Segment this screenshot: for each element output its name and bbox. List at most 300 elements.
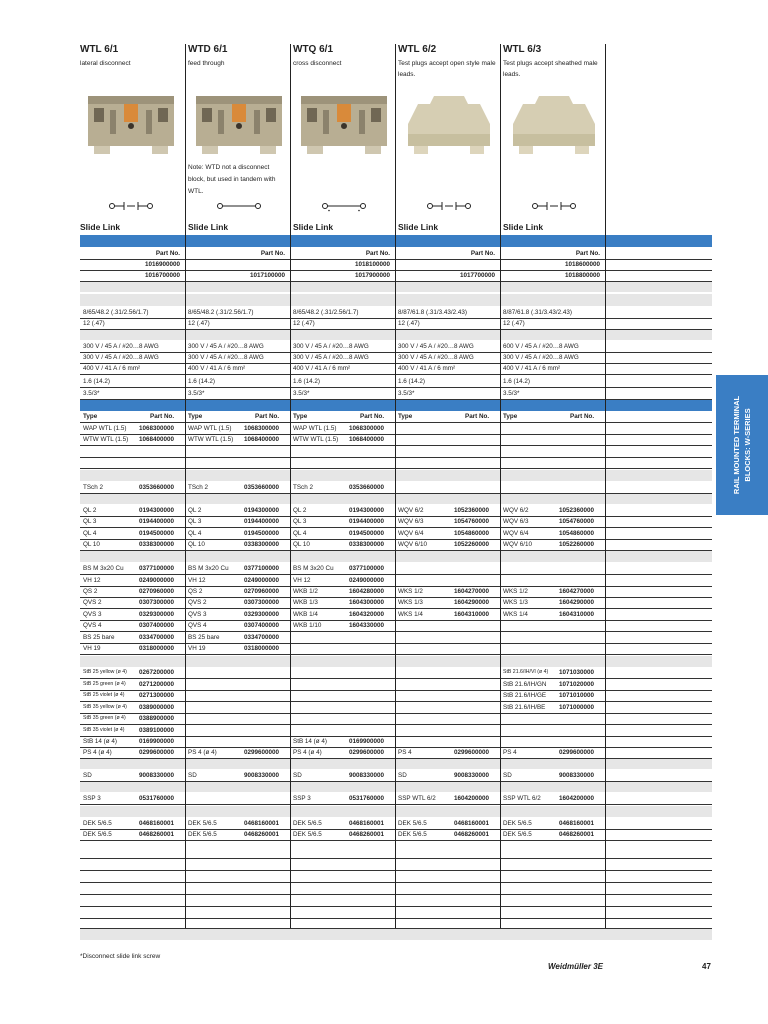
table-cell: 8/65/48.2 (.31/2.56/1.7) xyxy=(83,309,149,316)
slide-link-label: Slide Link xyxy=(188,222,229,232)
column-partno-header: Part No. xyxy=(570,413,595,420)
accessory-part-number: 1071020000 xyxy=(559,681,595,688)
table-cell: 1017100000 xyxy=(249,272,285,279)
accessory-type: TSch 2 xyxy=(293,484,313,491)
accessory-part-number: 0270960000 xyxy=(139,588,175,595)
column-header xyxy=(398,44,500,234)
accessory-part-number: 0169900000 xyxy=(349,738,385,745)
table-cell: 8/65/48.2 (.31/2.56/1.7) xyxy=(188,309,254,316)
table-cell: Part No. xyxy=(575,250,600,257)
table-row xyxy=(80,482,712,494)
terminal-block-image xyxy=(402,90,496,158)
accessory-part-number: 0194300000 xyxy=(244,507,280,514)
accessory-type: WQV 6/3 xyxy=(398,518,424,525)
accessory-type: QVS 2 xyxy=(83,599,102,606)
slide-link-symbol-icon xyxy=(426,200,472,212)
table-row xyxy=(80,829,712,841)
accessory-type: QVS 2 xyxy=(188,599,207,606)
terminal-block-image xyxy=(297,90,391,158)
accessory-type: VH 12 xyxy=(83,577,101,584)
product-description: Test plugs accept open style male leads. xyxy=(398,60,496,78)
accessory-type: QL 3 xyxy=(83,518,97,525)
table-row xyxy=(80,847,712,859)
terminal-block-image xyxy=(84,90,178,158)
accessory-part-number: 0353660000 xyxy=(244,484,280,491)
accessory-type: StB 25 green (ø 4) xyxy=(83,681,126,687)
slide-link-label: Slide Link xyxy=(398,222,439,232)
table-cell: Part No. xyxy=(365,250,390,257)
accessory-type: StB 35 violet (ø 4) xyxy=(83,727,125,733)
table-row xyxy=(80,318,712,330)
accessory-type: StB 25 yellow (ø 4) xyxy=(83,669,127,675)
accessory-part-number: 0249000000 xyxy=(244,577,280,584)
table-row xyxy=(80,883,712,895)
table-cell: 1016700000 xyxy=(144,272,180,279)
table-cell: 600 V / 45 A / #20…8 AWG xyxy=(503,343,579,350)
table-row xyxy=(80,770,712,782)
accessory-type: DEK 5/6.5 xyxy=(503,831,532,838)
accessory-part-number: 1071010000 xyxy=(559,692,595,699)
accessory-part-number: 9008330000 xyxy=(244,772,280,779)
accessory-type: PS 4 xyxy=(503,749,517,756)
accessory-type: SD xyxy=(503,772,512,779)
accessory-type: TSch 2 xyxy=(83,484,103,491)
table-cell: 3.5/3* xyxy=(83,390,100,397)
accessory-type: WQV 6/3 xyxy=(503,518,529,525)
table-cell: Part No. xyxy=(470,250,495,257)
product-name: WTL 6/1 xyxy=(80,44,119,55)
accessory-type: QL 10 xyxy=(293,541,310,548)
table-row xyxy=(80,859,712,871)
accessory-part-number: 0194400000 xyxy=(244,518,280,525)
accessory-part-number: 0468260001 xyxy=(139,831,175,838)
accessory-type: WKS 1/3 xyxy=(503,599,528,606)
accessory-part-number: 0389000000 xyxy=(139,704,175,711)
column-divider xyxy=(290,44,291,928)
accessory-type: QVS 3 xyxy=(83,611,102,618)
table-cell: 8/65/48.2 (.31/2.56/1.7) xyxy=(293,309,359,316)
accessory-part-number: 0468260001 xyxy=(454,831,490,838)
accessory-type: DEK 5/6.5 xyxy=(83,820,112,827)
table-cell: 12 (.47) xyxy=(503,320,525,327)
accessory-part-number: 1054860000 xyxy=(559,530,595,537)
product-description: feed through xyxy=(188,60,225,67)
accessory-type: VH 12 xyxy=(293,577,311,584)
table-row xyxy=(80,457,712,469)
product-description: lateral disconnect xyxy=(80,60,131,67)
table-cell: 1018800000 xyxy=(564,272,600,279)
accessory-type: WKS 1/4 xyxy=(503,611,528,618)
product-description: Test plugs accept sheathed male leads. xyxy=(503,60,598,78)
column-divider xyxy=(395,44,396,928)
accessory-part-number: 0194300000 xyxy=(139,507,175,514)
accessory-type: VH 12 xyxy=(188,577,206,584)
grey-band xyxy=(80,494,712,504)
accessory-type: WQV 6/4 xyxy=(398,530,424,537)
table-cell: 400 V / 41 A / 6 mm² xyxy=(503,365,561,372)
table-cell: 300 V / 45 A / #20…8 AWG xyxy=(293,343,369,350)
accessory-part-number: 0194500000 xyxy=(139,530,175,537)
accessory-type: WKS 1/2 xyxy=(398,588,423,595)
accessory-part-number: 0468260001 xyxy=(244,831,280,838)
accessory-part-number: 1068300000 xyxy=(244,425,280,432)
accessory-part-number: 0299600000 xyxy=(244,749,280,756)
table-cell: 12 (.47) xyxy=(293,320,315,327)
accessory-type: BS M 3x20 Cu xyxy=(83,565,124,572)
accessory-type: QL 4 xyxy=(293,530,307,537)
product-description: cross disconnect xyxy=(293,60,342,67)
table-cell: 1.6 (14.2) xyxy=(398,378,425,385)
table-cell: 3.5/3* xyxy=(293,390,310,397)
column-divider xyxy=(185,44,186,928)
accessory-type: QL 3 xyxy=(293,518,307,525)
brand-logo: Weidmüller 3E xyxy=(548,962,603,971)
table-row xyxy=(80,690,712,702)
accessory-type: QL 2 xyxy=(188,507,202,514)
accessory-part-number: 1068300000 xyxy=(139,425,175,432)
accessory-type: WQV 6/10 xyxy=(398,541,428,548)
accessory-type: StB 25 violet (ø 4) xyxy=(83,692,125,698)
table-cell: 300 V / 45 A / #20…8 AWG xyxy=(188,343,264,350)
grey-band xyxy=(80,928,712,940)
accessory-part-number: 0468160001 xyxy=(244,820,280,827)
table-cell: 3.5/3* xyxy=(188,390,205,397)
table-cell: 1016900000 xyxy=(144,261,180,268)
accessory-part-number: 1604270000 xyxy=(559,588,595,595)
accessory-part-number: 0307400000 xyxy=(139,622,175,629)
accessory-type: QL 2 xyxy=(293,507,307,514)
accessory-part-number: 9008330000 xyxy=(349,772,385,779)
grey-band xyxy=(80,330,712,340)
terminal-block-image xyxy=(507,90,601,158)
accessory-type: QL 4 xyxy=(83,530,97,537)
side-tab-line-1: RAIL MOUNTED TERMINAL xyxy=(732,395,741,495)
blue-band-mid xyxy=(80,400,712,411)
accessory-type: StB 21.6/IH/GE xyxy=(503,692,547,699)
table-cell: 400 V / 41 A / 6 mm² xyxy=(83,365,141,372)
column-header xyxy=(80,44,182,234)
table-cell: 8/87/61.8 (.31/3.43/2.43) xyxy=(398,309,467,316)
slide-link-label: Slide Link xyxy=(503,222,544,232)
accessory-type: WAP WTL (1.5) xyxy=(83,425,127,432)
accessory-type: WTW WTL (1.5) xyxy=(293,436,339,443)
grey-band xyxy=(80,806,712,817)
accessory-part-number: 0329300000 xyxy=(244,611,280,618)
accessory-part-number: 0468160001 xyxy=(559,820,595,827)
accessory-part-number: 0307400000 xyxy=(244,622,280,629)
accessory-type: QL 3 xyxy=(188,518,202,525)
accessory-type: DEK 5/6.5 xyxy=(398,820,427,827)
accessory-type: WQV 6/10 xyxy=(503,541,533,548)
accessory-part-number: 0377100000 xyxy=(349,565,385,572)
accessory-type: StB 14 (ø 4) xyxy=(83,738,117,745)
column-partno-header: Part No. xyxy=(150,413,175,420)
accessory-part-number: 1071030000 xyxy=(559,669,595,676)
accessory-type: VH 19 xyxy=(188,645,206,652)
accessory-type: StB 35 yellow (ø 4) xyxy=(83,704,127,710)
accessory-part-number: 0468160001 xyxy=(454,820,490,827)
accessory-part-number: 0249000000 xyxy=(139,577,175,584)
table-row xyxy=(80,563,712,575)
accessory-type: QVS 4 xyxy=(188,622,207,629)
column-type-header: Type xyxy=(188,413,203,420)
table-cell: 1.6 (14.2) xyxy=(83,378,110,385)
column-header xyxy=(503,44,605,234)
table-row xyxy=(80,895,712,907)
accessory-part-number: 0194500000 xyxy=(349,530,385,537)
table-cell: 300 V / 45 A / #20…8 AWG xyxy=(398,354,474,361)
accessory-type: WKB 1/2 xyxy=(293,588,318,595)
accessory-part-number: 1604320000 xyxy=(349,611,385,618)
column-type-header: Type xyxy=(503,413,518,420)
accessory-part-number: 9008330000 xyxy=(139,772,175,779)
column-type-header: Type xyxy=(83,413,98,420)
accessory-part-number: 0299600000 xyxy=(349,749,385,756)
accessory-part-number: 1052360000 xyxy=(454,507,490,514)
table-cell: 400 V / 41 A / 6 mm² xyxy=(293,365,351,372)
accessory-part-number: 9008330000 xyxy=(559,772,595,779)
accessory-part-number: 1052260000 xyxy=(454,541,490,548)
accessory-type: QL 10 xyxy=(83,541,100,548)
table-cell: 1017700000 xyxy=(459,272,495,279)
slide-link-symbol-icon xyxy=(531,200,577,212)
footnote: *Disconnect slide link screw xyxy=(80,953,161,960)
accessory-type: WTW WTL (1.5) xyxy=(188,436,234,443)
accessory-part-number: 1052260000 xyxy=(559,541,595,548)
table-cell: 300 V / 45 A / #20…8 AWG xyxy=(83,343,159,350)
table-row xyxy=(80,411,712,423)
accessory-part-number: 0194400000 xyxy=(139,518,175,525)
accessory-type: StB 14 (ø 4) xyxy=(293,738,327,745)
accessory-type: WKS 1/3 xyxy=(398,599,423,606)
accessory-part-number: 0249000000 xyxy=(349,577,385,584)
accessory-part-number: 0389100000 xyxy=(139,727,175,734)
accessory-part-number: 0338300000 xyxy=(349,541,385,548)
accessory-part-number: 1054760000 xyxy=(454,518,490,525)
accessory-part-number: 1604310000 xyxy=(559,611,595,618)
accessory-type: SSP 3 xyxy=(83,795,101,802)
accessory-type: DEK 5/6.5 xyxy=(83,831,112,838)
accessory-type: DEK 5/6.5 xyxy=(188,831,217,838)
accessory-part-number: 1068400000 xyxy=(139,436,175,443)
table-cell: 300 V / 45 A / #20…8 AWG xyxy=(398,343,474,350)
accessory-part-number: 0334700000 xyxy=(139,634,175,641)
accessory-part-number: 1068300000 xyxy=(349,425,385,432)
accessory-type: QL 2 xyxy=(83,507,97,514)
table-row xyxy=(80,434,712,446)
grey-band xyxy=(80,656,712,667)
blue-band-top xyxy=(80,235,712,247)
column-divider xyxy=(500,44,501,928)
table-row xyxy=(80,713,712,725)
accessory-part-number: 0271200000 xyxy=(139,681,175,688)
accessory-part-number: 0307300000 xyxy=(244,599,280,606)
table-cell: 1017900000 xyxy=(354,272,390,279)
slide-link-symbol-icon xyxy=(321,200,367,212)
table-cell: 3.5/3* xyxy=(398,390,415,397)
accessory-part-number: 1604270000 xyxy=(454,588,490,595)
table-cell: 1.6 (14.2) xyxy=(503,378,530,385)
table-cell: 1018600000 xyxy=(564,261,600,268)
accessory-type: BS M 3x20 Cu xyxy=(293,565,334,572)
accessory-type: StB 21.6/IH/VI (ø 4) xyxy=(503,669,549,675)
accessory-part-number: 1068400000 xyxy=(244,436,280,443)
accessory-part-number: 1071000000 xyxy=(559,704,595,711)
accessory-part-number: 1604330000 xyxy=(349,622,385,629)
table-cell: 300 V / 45 A / #20…8 AWG xyxy=(188,354,264,361)
table-cell: Part No. xyxy=(155,250,180,257)
accessory-type: QVS 3 xyxy=(188,611,207,618)
accessory-type: StB 21.6/IH/BE xyxy=(503,704,546,711)
accessory-part-number: 0468260001 xyxy=(559,831,595,838)
table-row xyxy=(80,376,712,388)
slide-link-symbol-icon xyxy=(108,200,154,212)
accessory-part-number: 0271300000 xyxy=(139,692,175,699)
table-row xyxy=(80,871,712,883)
table-row xyxy=(80,539,712,551)
table-cell: 12 (.47) xyxy=(83,320,105,327)
accessory-part-number: 1604200000 xyxy=(559,795,595,802)
table-row xyxy=(80,597,712,609)
column-partno-header: Part No. xyxy=(360,413,385,420)
table-row xyxy=(80,388,712,400)
accessory-part-number: 1068400000 xyxy=(349,436,385,443)
accessory-type: WKB 1/4 xyxy=(293,611,318,618)
accessory-type: DEK 5/6.5 xyxy=(293,831,322,838)
accessory-type: DEK 5/6.5 xyxy=(293,820,322,827)
accessory-type: QS 2 xyxy=(83,588,98,595)
accessory-part-number: 0194300000 xyxy=(349,507,385,514)
terminal-block-image xyxy=(192,90,286,158)
grey-band xyxy=(80,294,712,306)
table-cell: 3.5/3* xyxy=(503,390,520,397)
grey-band xyxy=(80,551,712,562)
accessory-part-number: 0531760000 xyxy=(349,795,385,802)
accessory-part-number: 0299600000 xyxy=(139,749,175,756)
slide-link-label: Slide Link xyxy=(293,222,334,232)
accessory-type: WAP WTL (1.5) xyxy=(188,425,232,432)
table-cell: 300 V / 45 A / #20…8 AWG xyxy=(293,354,369,361)
accessory-part-number: 0388900000 xyxy=(139,715,175,722)
accessory-type: SD xyxy=(188,772,197,779)
accessory-type: PS 4 (ø 4) xyxy=(188,749,217,756)
grey-band xyxy=(80,470,712,481)
accessory-type: WKS 1/4 xyxy=(398,611,423,618)
accessory-part-number: 0299600000 xyxy=(454,749,490,756)
accessory-type: SD xyxy=(398,772,407,779)
table-cell: 300 V / 45 A / #20…8 AWG xyxy=(503,354,579,361)
accessory-part-number: 0531760000 xyxy=(139,795,175,802)
accessory-type: WQV 6/2 xyxy=(503,507,529,514)
product-name: WTQ 6/1 xyxy=(293,44,334,55)
accessory-type: TSch 2 xyxy=(188,484,208,491)
accessory-part-number: 0353660000 xyxy=(349,484,385,491)
table-cell: 1.6 (14.2) xyxy=(188,378,215,385)
product-name: WTL 6/2 xyxy=(398,44,437,55)
side-tab-line-2: BLOCKS: W-SERIES xyxy=(743,408,752,482)
table-cell: 1018100000 xyxy=(354,261,390,268)
table-cell: 12 (.47) xyxy=(398,320,420,327)
accessory-part-number: 0338300000 xyxy=(139,541,175,548)
accessory-part-number: 0353660000 xyxy=(139,484,175,491)
accessory-type: VH 19 xyxy=(83,645,101,652)
accessory-type: BS 25 bare xyxy=(83,634,115,641)
column-partno-header: Part No. xyxy=(465,413,490,420)
slide-link-symbol-icon xyxy=(216,200,262,212)
accessory-part-number: 1604290000 xyxy=(559,599,595,606)
accessory-type: SSP 3 xyxy=(293,795,311,802)
table-cell: 8/87/61.8 (.31/3.43/2.43) xyxy=(503,309,572,316)
accessory-part-number: 0194500000 xyxy=(244,530,280,537)
accessory-type: SD xyxy=(293,772,302,779)
table-row xyxy=(80,667,712,679)
table-row xyxy=(80,620,712,632)
accessory-part-number: 1604280000 xyxy=(349,588,385,595)
accessory-type: WAP WTL (1.5) xyxy=(293,425,337,432)
accessory-part-number: 0318000000 xyxy=(139,645,175,652)
column-header xyxy=(188,44,290,234)
accessory-part-number: 9008330000 xyxy=(454,772,490,779)
accessory-type: DEK 5/6.5 xyxy=(503,820,532,827)
column-header xyxy=(293,44,395,234)
accessory-type: QL 4 xyxy=(188,530,202,537)
accessory-type: QS 2 xyxy=(188,588,203,595)
table-row xyxy=(80,917,712,929)
accessory-part-number: 0377100000 xyxy=(139,565,175,572)
table-cell: Part No. xyxy=(260,250,285,257)
accessory-type: BS M 3x20 Cu xyxy=(188,565,229,572)
accessory-part-number: 0329300000 xyxy=(139,611,175,618)
section-side-tab xyxy=(716,375,768,515)
accessory-part-number: 1054860000 xyxy=(454,530,490,537)
accessory-type: QVS 4 xyxy=(83,622,102,629)
accessory-part-number: 0338300000 xyxy=(244,541,280,548)
accessory-type: DEK 5/6.5 xyxy=(188,820,217,827)
accessory-part-number: 0307300000 xyxy=(139,599,175,606)
accessory-part-number: 1604300000 xyxy=(349,599,385,606)
table-row xyxy=(80,747,712,759)
accessory-part-number: 0267200000 xyxy=(139,669,175,676)
accessory-part-number: 1604200000 xyxy=(454,795,490,802)
grey-band xyxy=(80,782,712,792)
accessory-part-number: 0334700000 xyxy=(244,634,280,641)
accessory-part-number: 0468160001 xyxy=(139,820,175,827)
accessory-type: PS 4 (ø 4) xyxy=(83,749,112,756)
accessory-type: WKS 1/2 xyxy=(503,588,528,595)
product-name: WTL 6/3 xyxy=(503,44,542,55)
accessory-part-number: 0318000000 xyxy=(244,645,280,652)
table-cell: 400 V / 41 A / 6 mm² xyxy=(398,365,456,372)
accessory-part-number: 1604310000 xyxy=(454,611,490,618)
table-row xyxy=(80,793,712,805)
accessory-part-number: 1052360000 xyxy=(559,507,595,514)
table-cell: 300 V / 45 A / #20…8 AWG xyxy=(83,354,159,361)
accessory-type: SSP WTL 6/2 xyxy=(398,795,436,802)
grey-band xyxy=(80,282,712,292)
accessory-type: WQV 6/2 xyxy=(398,507,424,514)
column-type-header: Type xyxy=(398,413,413,420)
accessory-type: PS 4 (ø 4) xyxy=(293,749,322,756)
accessory-part-number: 0468160001 xyxy=(349,820,385,827)
accessory-part-number: 0194400000 xyxy=(349,518,385,525)
accessory-part-number: 0270960000 xyxy=(244,588,280,595)
accessory-part-number: 1054760000 xyxy=(559,518,595,525)
accessory-type: DEK 5/6.5 xyxy=(398,831,427,838)
column-divider xyxy=(605,44,606,928)
accessory-part-number: 0299600000 xyxy=(559,749,595,756)
grey-band xyxy=(80,759,712,769)
accessory-part-number: 0468260001 xyxy=(349,831,385,838)
